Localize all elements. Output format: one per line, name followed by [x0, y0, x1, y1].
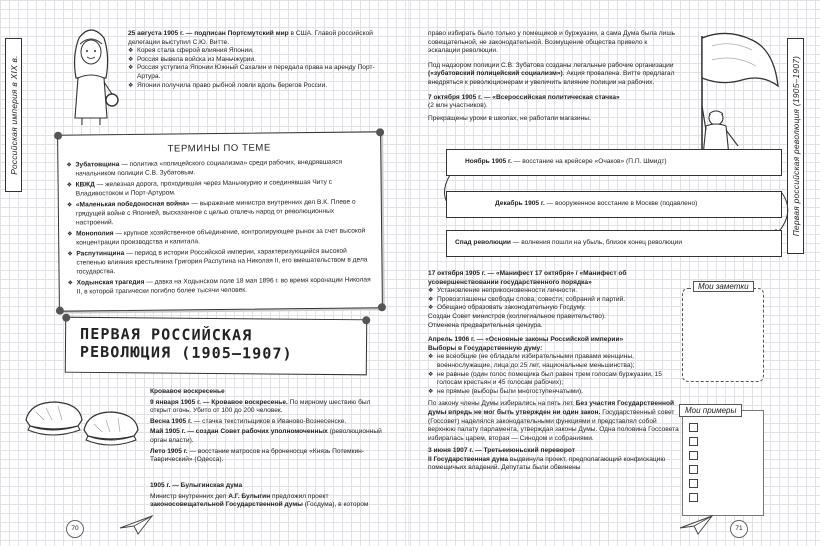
- bulygin-text-start: Министр внутренних дел: [150, 492, 229, 500]
- term-name: Распутинщина: [76, 250, 125, 258]
- term-item: [67, 248, 372, 277]
- manifesto-date: 17 октября 1905 г.: [428, 270, 486, 277]
- notes-box: [682, 282, 764, 382]
- term-definition: — политика «полицейского социализма» среди рабочих, внедрявшаяся начальником полиции С.В. Зубатовым.: [75, 158, 343, 178]
- timeline-entry: [455, 239, 773, 248]
- portsmouth-headline: — подписан Портсмутский мир: [183, 30, 289, 37]
- portsmouth-bullet: ❖ Россия вывела войска из Маньчжурии.: [128, 56, 383, 65]
- checkbox-icon: [689, 423, 698, 432]
- bulygin-name: А.Г. Булыгин: [228, 492, 271, 500]
- pin-icon: [56, 307, 64, 315]
- events-title: Кровавое воскресенье: [150, 388, 225, 395]
- term-item: [66, 158, 371, 178]
- pin-icon: [376, 128, 384, 136]
- laws-para-start: По закону члены Думы избирались на пять лет.: [428, 400, 576, 408]
- portsmouth-rest: в США. Главой российской делегации выступил С.Ю. Витте.: [128, 30, 373, 46]
- laws-bullet: ❖ не всеобщие (не обладали избирательными правами женщины, военнослужащие, лица до 25 лет, национальные меньшинства);: [428, 353, 683, 370]
- intro-text: право избирать было только у помещиков и буржуазии, а сама Дума была лишь совещательной, не законодательной. Возмущение общества привело к эскалации революции.: [428, 30, 676, 55]
- magnifier-icon: [106, 94, 118, 106]
- timeline-box: [446, 149, 782, 176]
- bulygin-title: 1905 г. — Булыгинская дума: [150, 482, 243, 489]
- event-bold: — создан Совет рабочих уполномоченных: [185, 428, 328, 436]
- timeline-text: — вооруженное восстание в Москве (подавлено): [544, 200, 698, 207]
- portsmouth-bullet: ❖ Корея стала сферой влияния Японии.: [128, 47, 383, 56]
- event-item: [150, 399, 382, 416]
- left-page-number: 70: [66, 520, 84, 538]
- timeline-arrows: [436, 165, 796, 275]
- timeline-entry: [495, 200, 773, 209]
- examples-box: [682, 406, 764, 516]
- timeline-date: Спад революции: [455, 239, 511, 246]
- bulygin-text: [150, 493, 382, 510]
- term-definition: — выражение министра внутренних дел В.К. Плеве о грядущей войне с Японией, высказанное с целью отвлечь народ от революционных настроений.: [75, 198, 356, 227]
- manifesto-bullet: ❖ Провозглашены свободы слова, совести, собраний и партий.: [428, 296, 683, 305]
- portsmouth-bullet: ❖ Японии получила право рыбной ловли вдоль берегов России.: [128, 82, 383, 91]
- caps-illustration: [22, 390, 142, 450]
- checkbox-icon: [689, 479, 698, 488]
- portsmouth-bullets: [128, 47, 383, 90]
- laws-bullet: ❖ не равные (один голос помещика был равен трем голосам буржуазии, 15 голосам крестьян и 45 голосам рабочих);: [428, 371, 683, 388]
- term-item: [67, 228, 372, 248]
- timeline-box: [446, 230, 782, 257]
- left-side-tab: [5, 38, 22, 192]
- right-side-tab-label: Первая российская революция (1905–1907): [790, 55, 801, 237]
- manifesto-bullet: ❖ Установление неприкосновенности личности.: [428, 287, 683, 296]
- event-date: 9 января 1905 г.: [150, 398, 202, 406]
- term-name: «Маленькая победоносная война»: [75, 200, 190, 209]
- checkbox-icon: [689, 437, 698, 446]
- term-definition: — железная дорога, проходившая через Маньчжурию и соединявшая Читу с Владивостоком и Порт-Артуром.: [75, 179, 333, 198]
- manifesto-bullet: ❖ Обещано образовать законодательную Госдуму.: [428, 304, 683, 313]
- strike-text: Прекращены уроки в школах, не работали магазины.: [428, 114, 591, 122]
- strike-heading: [428, 94, 676, 103]
- event-bold: — Кровавое воскресенье.: [201, 398, 288, 406]
- zubatov-text-end: . Акция провалена. Витте предлагал внедряться к революционерам и увеличить влияние полиции на рабочих.: [428, 70, 675, 86]
- chapter-banner: [65, 317, 367, 376]
- right-page-number: 71: [730, 520, 748, 538]
- portsmouth-date: 25 августа 1905 г.: [128, 30, 184, 37]
- left-side-tab-label: Российская империя в XIX в.: [8, 55, 19, 175]
- manifesto-bold: — «Манифест 17 октября» / «Манифест об усовершенствовании государственного порядка»: [428, 270, 627, 286]
- bulygin-mid: предложил проект: [270, 492, 329, 500]
- zubatov-bold: («зубатовский полицейский социализм»): [428, 70, 563, 78]
- event-item: [150, 418, 382, 427]
- events-section: [150, 388, 382, 467]
- term-item: [67, 199, 372, 228]
- term-item: [67, 179, 372, 199]
- event-text: — восстание матросов на броненосце «Князь Потемкин-Таврический» (Одесса).: [150, 447, 364, 464]
- pin-icon: [378, 303, 386, 311]
- portsmouth-section: [128, 30, 383, 90]
- pin-icon: [362, 316, 370, 324]
- strike-date: 7 октября 1905 г.: [428, 93, 483, 101]
- manifesto-line: Отменена предварительная цензура.: [428, 321, 543, 329]
- event-text: По мирному шествию был открыт огонь. Убито от 100 до 200 человек.: [150, 398, 371, 415]
- manifesto-heading: [428, 270, 683, 287]
- terms-list: [66, 158, 372, 299]
- zubatov-text: [428, 62, 676, 88]
- term-name: КВЖД: [75, 181, 95, 189]
- coup-text: [428, 456, 683, 473]
- term-definition: — крупное хозяйственное объединение, контролирующее рынок за счет высокой концентрации производства и капитала.: [76, 227, 366, 247]
- paper-plane-icon: [118, 512, 156, 538]
- bulygin-section: [150, 482, 382, 510]
- event-date: Весна 1905 г.: [150, 417, 192, 425]
- laws-date: Апрель 1906 г.: [428, 336, 475, 344]
- examples-title: Мои примеры: [679, 404, 742, 417]
- paper-plane-icon: [678, 512, 716, 538]
- laws-bold: — «Основные законы Российской империи»: [474, 336, 624, 344]
- coup-bold: II Государственная дума: [428, 455, 509, 463]
- checkbox-icon: [689, 493, 698, 502]
- manifesto-bullets: [428, 287, 683, 313]
- event-date: Лето 1905 г.: [150, 447, 188, 455]
- checkbox-icon: [689, 451, 698, 460]
- bulygin-project: законосовещательной Государственной думы: [150, 501, 303, 509]
- laws-heading: [428, 336, 683, 345]
- manifesto-line: Создан Совет министров (коллегиальное правительство).: [428, 312, 606, 320]
- strike-bold: — «Всероссийская политическая стачка»: [482, 93, 620, 101]
- coup-rest: выдвинула проект, предполагающий конфискацию помещичьих владений. Депутаты были обвинены: [428, 455, 666, 472]
- intro-section: [428, 30, 676, 123]
- pin-icon: [62, 314, 70, 322]
- laws-para-bold: Без участия Государственной думы впредь не мог быть утвержден ни один закон.: [428, 400, 675, 416]
- term-name: Монополия: [76, 230, 114, 238]
- timeline-date: Ноябрь 1905 г.: [465, 158, 512, 165]
- timeline-entry: [465, 158, 773, 167]
- term-definition: — давка на Ходынском поле 18 мая 1896 г. во время коронации Николая II, в которой трагически погибло более тысячи человек.: [76, 276, 371, 296]
- notes-title: Мои заметки: [693, 281, 754, 292]
- term-name: Ходынская трагедия: [76, 278, 145, 287]
- term-definition: — период в истории Российской империи, характеризующийся высокой степенью влияния крестьянина Григория Распутина на Николая II, его вмешательством в дела государства.: [76, 248, 368, 276]
- chapter-title-line: ПЕРВАЯ РОССИЙСКАЯ: [80, 324, 253, 345]
- timeline-box: [446, 191, 782, 218]
- term-item: [68, 277, 373, 297]
- timeline-date: Декабрь 1905 г.: [495, 200, 545, 207]
- laws-bullet: ❖ не прямые (выборы были многоступенчатыми).: [428, 388, 683, 397]
- pin-icon: [54, 132, 62, 140]
- laws-subtitle: Выборы в Государственную думу:: [428, 344, 543, 352]
- strike-sub: (2 млн участников).: [428, 102, 488, 110]
- chapter-title: [80, 325, 293, 363]
- event-text: — стачка текстильщиков в Иваново-Вознесенске.: [191, 417, 347, 425]
- term-name: Зубатовщина: [75, 161, 120, 169]
- chapter-title-line: РЕВОЛЮЦИЯ (1905–1907): [79, 342, 293, 363]
- girl-magnifier-illustration: [62, 26, 120, 126]
- portsmouth-bullet: ❖ Россия уступила Японии Южный Сахалин и передала права на аренду Порт-Артура.: [128, 64, 383, 81]
- event-item: [150, 448, 382, 465]
- laws-para-end: Государственный совет (Госсовет) наделялся законодательными функциями и представлял собой верхнюю палату парламента, утверждая законы Думы. Одна половина Госсовета избиралась царем, вторая — Синодом и собраниями.: [428, 408, 679, 442]
- laws-paragraph: [428, 400, 683, 443]
- event-date: Май 1905 г.: [150, 428, 186, 436]
- event-text: (революционный орган власти).: [150, 428, 382, 444]
- laws-bullets: [428, 353, 683, 396]
- terms-box: [57, 131, 383, 311]
- right-page: [410, 0, 820, 546]
- terms-title: ТЕРМИНЫ ПО ТЕМЕ: [167, 142, 271, 155]
- zubatov-text-start: Под надзором полиции С.В. Зубатова созданы легальные рабочие организации: [428, 61, 674, 69]
- bulygin-end: (Госдума), в котором: [302, 501, 369, 509]
- manifesto-section: [428, 270, 683, 473]
- event-item: [150, 428, 382, 445]
- timeline-text: — восстание на крейсере «Очаков» (П.П. Шмидт): [511, 158, 667, 165]
- coup-title: 3 июня 1907 г. — Третьеиюньский переворот: [428, 447, 575, 455]
- checkbox-icon: [689, 465, 698, 474]
- timeline-text: — волнения пошли на убыль, близок конец революции: [510, 239, 683, 246]
